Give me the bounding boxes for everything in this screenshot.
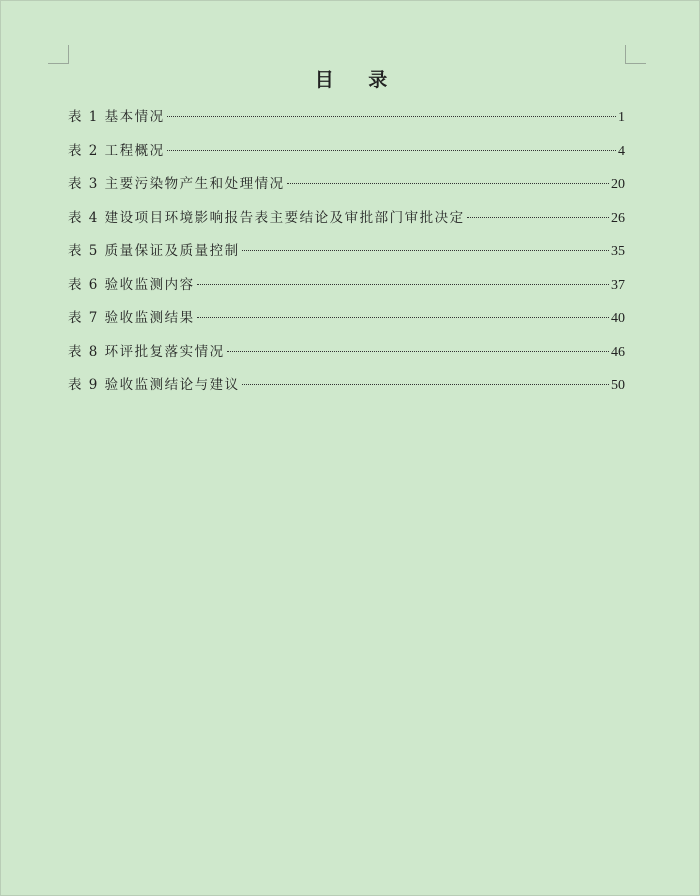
dot-leader [287,183,609,184]
table-of-contents [68,107,625,409]
toc-entry[interactable] [68,174,625,208]
toc-entry-label: 表 9 验收监测结论与建议 [68,377,240,393]
toc-entry-label: 表 8 环评批复落实情况 [68,343,225,360]
dot-leader [167,116,616,117]
toc-entry[interactable] [68,308,625,342]
dot-leader [467,217,609,218]
toc-entry-page: 1 [618,110,625,125]
toc-entry-label: 表 7 验收监测结果 [68,310,195,326]
dot-leader [227,351,609,352]
toc-entry-label: 表 2 工程概况 [68,142,165,159]
toc-entry-page: 50 [611,378,625,393]
toc-entry[interactable] [68,275,625,309]
dot-leader [197,284,609,285]
toc-entry[interactable] [68,107,625,141]
toc-title: 目 录 [314,69,402,91]
toc-entry-label: 表 3 主要污染物产生和处理情况 [68,176,285,192]
toc-entry[interactable] [68,375,625,409]
dot-leader [197,317,609,318]
dot-leader [167,150,616,151]
crop-mark-top-right [625,45,646,64]
toc-entry-page: 40 [611,311,625,326]
toc-entry[interactable] [68,342,625,376]
toc-entry[interactable] [68,208,625,242]
toc-entry-label: 表 4 建设项目环境影响报告表主要结论及审批部门审批决定 [68,209,465,226]
toc-entry-page: 46 [611,344,625,360]
toc-entry-label: 表 5 质量保证及质量控制 [68,243,240,259]
toc-entry-page: 20 [611,177,625,192]
toc-entry-page: 37 [611,277,625,293]
toc-entry-page: 35 [611,244,625,259]
toc-entry-label: 表 6 验收监测内容 [68,276,195,293]
toc-entry[interactable] [68,241,625,275]
crop-mark-top-left [48,45,69,64]
dot-leader [242,384,609,385]
toc-entry-page: 4 [618,143,625,159]
toc-entry[interactable] [68,141,625,175]
dot-leader [242,250,609,251]
toc-entry-label: 表 1 基本情况 [68,109,165,125]
toc-entry-page: 26 [611,210,625,226]
